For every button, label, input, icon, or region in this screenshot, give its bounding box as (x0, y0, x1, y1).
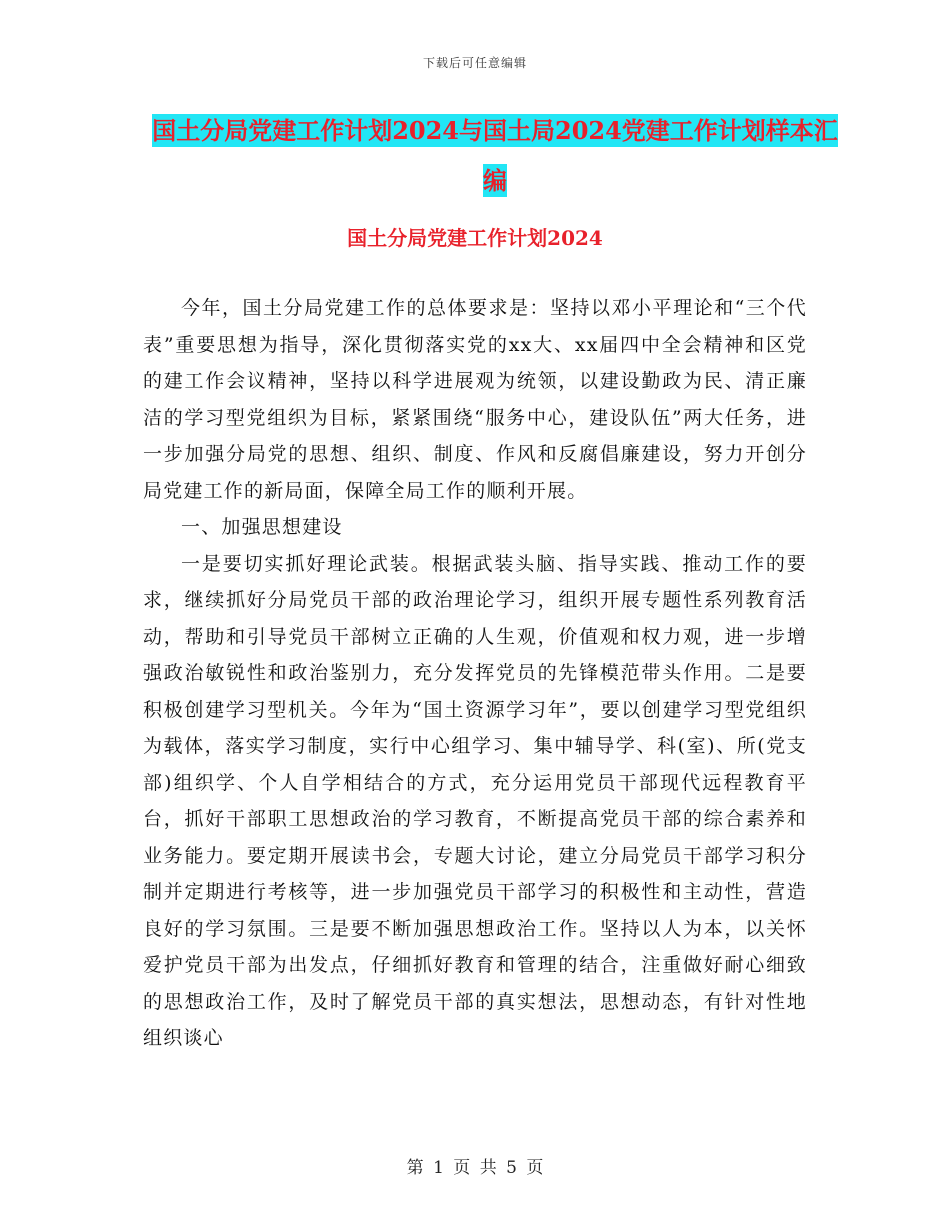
heading-thought-construction: 一、加强思想建设 (181, 516, 343, 538)
document-body (143, 290, 807, 1057)
page-number-footer: 第 1 页 共 5 页 (406, 1158, 544, 1178)
paragraph-thought-construction: 一是要切实抓好理论武装。根据武装头脑、指导实践、推动工作的要求，继续抓好分局党员干部的政治理论学习，组织开展专题性系列教育活动，帮助和引导党员干部树立正确的人生观，价值观和权力观，进一步增强政治敏锐性和政治鉴别力，充分发挥党员的先锋模范带头作用。二是要积极创建学习型机关。今年为“国土资源学习年”，要以创建学习型党组织为载体，落实学习制度，实行中心组学习、集中辅导学、科(室)、所(党支部)组织学、个人自学相结合的方式，充分运用党员干部现代远程教育平台，抓好干部职工思想政治的学习教育，不断提高党员干部的综合素养和业务能力。要定期开展读书会，专题大讨论，建立分局党员干部学习积分制并定期进行考核等，进一步加强党员干部学习的积极性和主动性，营造良好的学习氛围。三是要不断加强思想政治工作。坚持以人为本，以关怀爱护党员干部为出发点，仔细抓好教育和管理的结合，注重做好耐心细致的思想政治工作，及时了解党员干部的真实想法，思想动态，有针对性地组织谈心 (143, 552, 807, 1049)
section-title: 国土分局党建工作计划2024 (347, 226, 603, 250)
page-header-note: 下载后可任意编辑 (422, 56, 527, 70)
paragraph-intro: 今年，国土分局党建工作的总体要求是：坚持以邓小平理论和“三个代表”重要思想为指导，深化贯彻落实党的xx大、xx届四中全会精神和区党的建工作会议精神，坚持以科学进展观为统领，以建设勤政为民、清正廉洁的学习型党组织为目标，紧紧围绕“服务中心，建设队伍”两大任务，进一步加强分局党的思想、组织、制度、作风和反腐倡廉建设，努力开创分局党建工作的新局面，保障全局工作的顺利开展。 (143, 297, 807, 502)
document-title-text: 国土分局党建工作计划2024与国土局2024党建工作计划样本汇编 (152, 116, 838, 195)
document-title (150, 106, 840, 206)
